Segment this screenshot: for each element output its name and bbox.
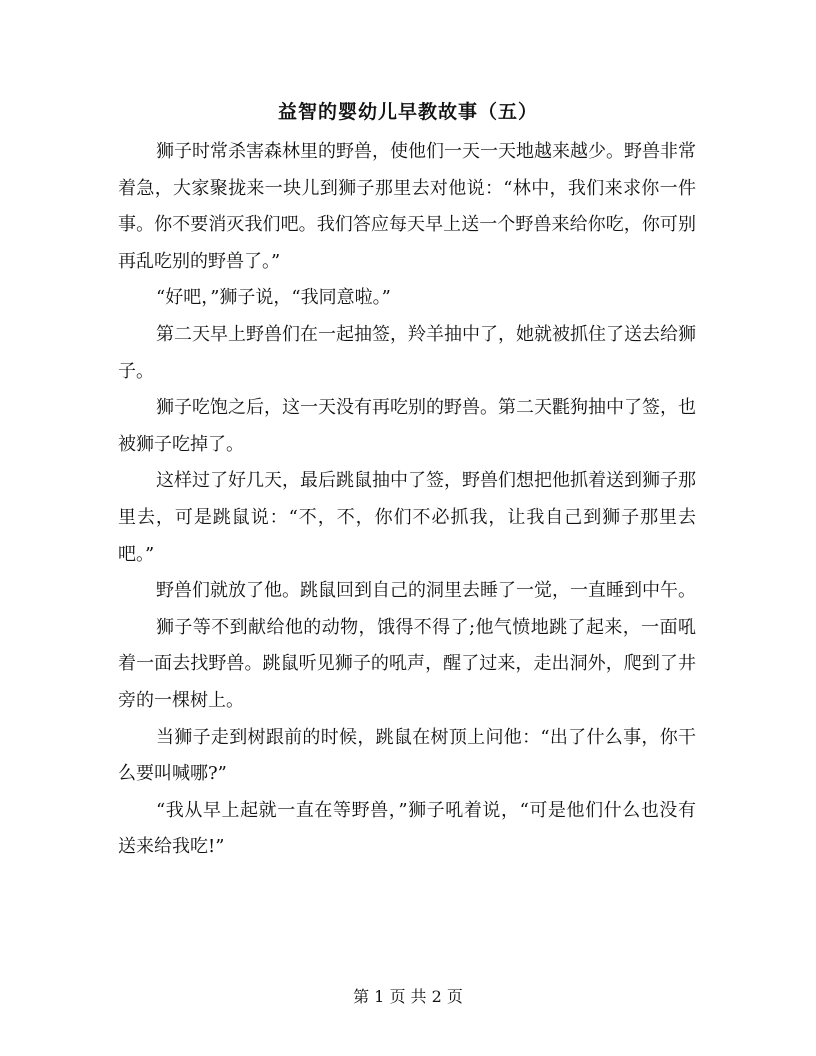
paragraph-3: 第二天早上野兽们在一起抽签，羚羊抽中了，她就被抓住了送去给狮子。 [118, 323, 696, 382]
paragraph-1: 狮子时常杀害森林里的野兽，使他们一天一天地越来越少。野兽非常着急，大家聚拢来一块儿到狮子那里去对他说：“林中，我们来求你一件事。你不要消灭我们吧。我们答应每天早上送一个野兽来给你吃，你可别再乱吃别的野兽了。” [118, 141, 696, 272]
paragraph-2: “好吧，”狮子说，“我同意啦。” [156, 287, 391, 309]
paragraph-6: 野兽们就放了他。跳鼠回到自己的洞里去睡了一觉，一直睡到中午。 [156, 580, 696, 602]
page-number-footer: 第 1 页 共 2 页 [353, 987, 463, 1006]
page-title: 益智的婴幼儿早教故事（五） [277, 101, 538, 123]
paragraph-5: 这样过了好几天，最后跳鼠抽中了签，野兽们想把他抓着送到狮子那里去，可是跳鼠说：“不，不，你们不必抓我，让我自己到狮子那里去吧。” [118, 470, 696, 565]
paragraph-7: 狮子等不到献给他的动物，饿得不得了;他气愤地跳了起来，一面吼着一面去找野兽。跳鼠听见狮子的吼声，醒了过来，走出洞外，爬到了井旁的一棵树上。 [118, 616, 696, 711]
paragraph-8: 当狮子走到树跟前的时候，跳鼠在树顶上问他：“出了什么事，你干么要叫喊哪?” [118, 726, 696, 785]
paragraph-9: “我从早上起就一直在等野兽，”狮子吼着说，“可是他们什么也没有送来给我吃!” [118, 799, 696, 858]
story-body [118, 134, 696, 866]
paragraph-4: 狮子吃饱之后，这一天没有再吃别的野兽。第二天氍狗抽中了签，也被狮子吃掉了。 [118, 397, 696, 455]
